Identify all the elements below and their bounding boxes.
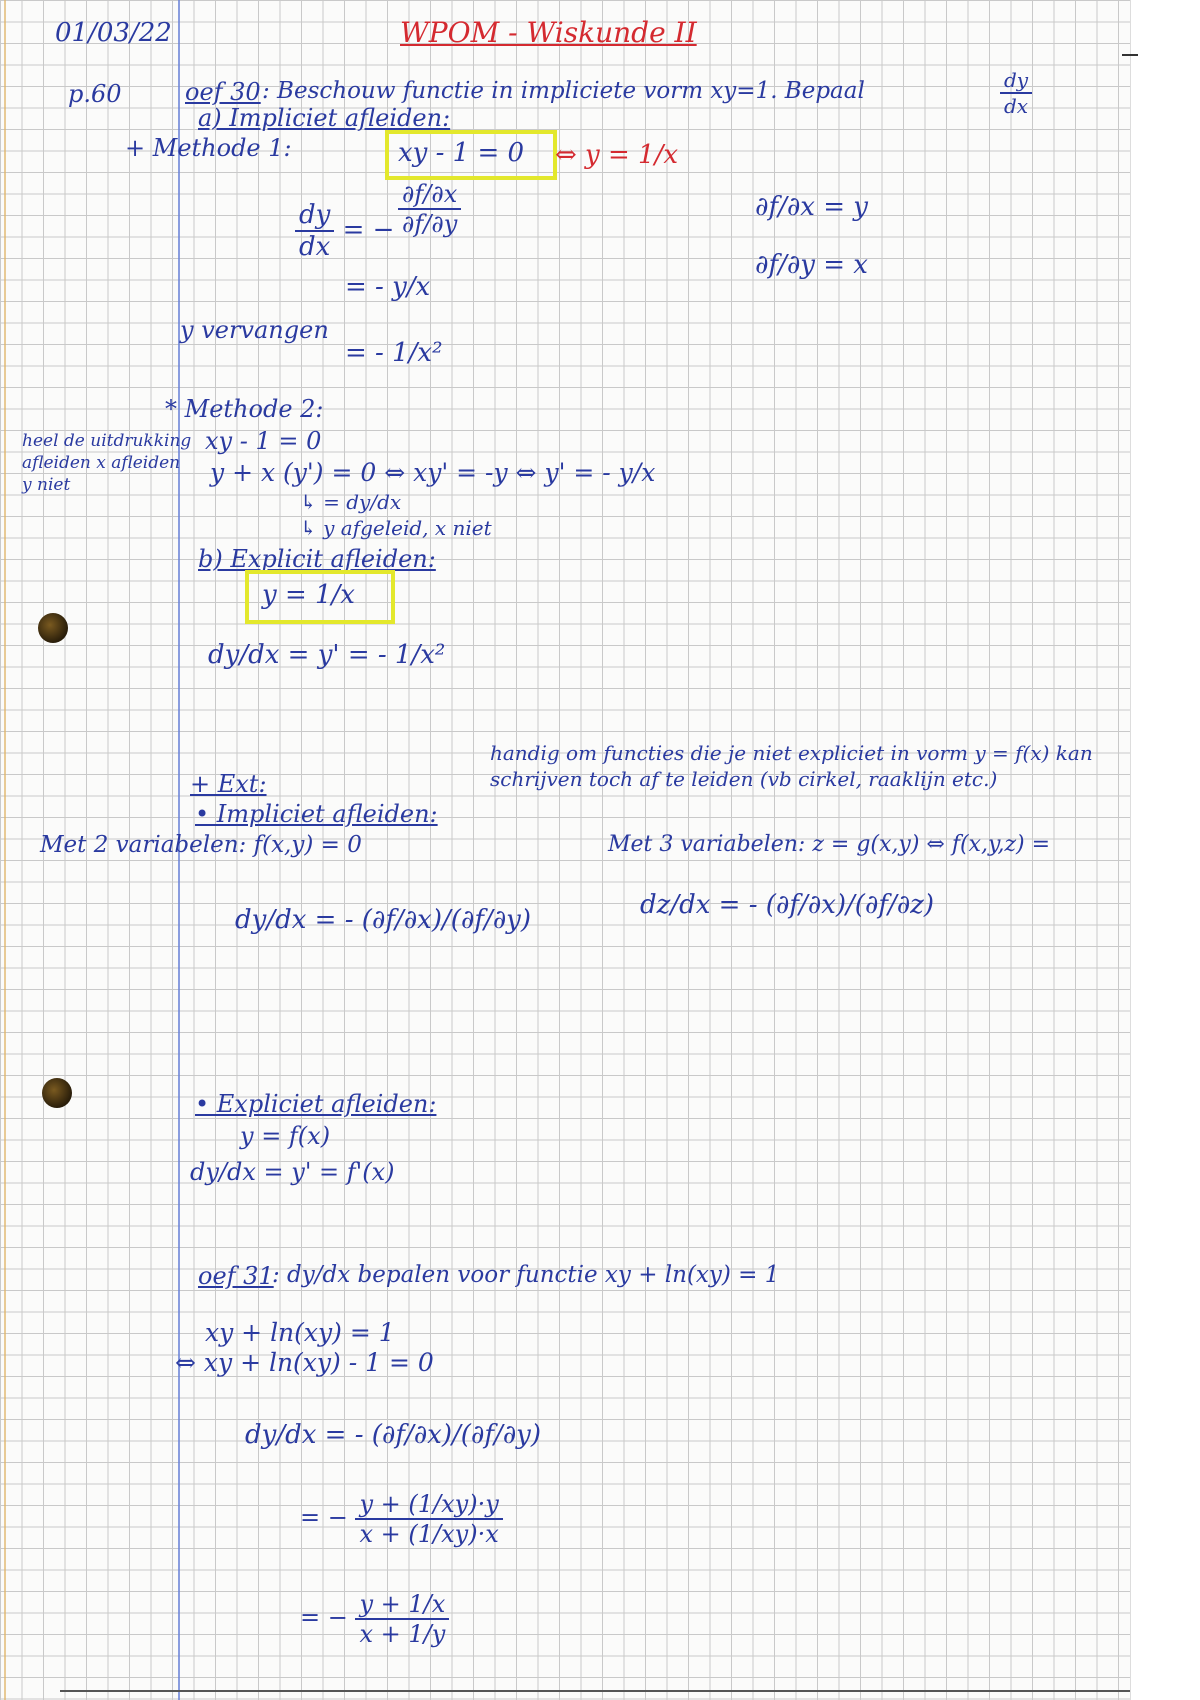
binder-hole	[38, 613, 68, 643]
partial-x-result: ∂f/∂x = y	[755, 192, 868, 222]
oef31-line2: ⇔ xy + ln(xy) - 1 = 0	[175, 1348, 434, 1377]
step-two: = - 1/x²	[345, 338, 443, 368]
implicit-equation: xy - 1 = 0	[398, 138, 525, 168]
three-variables-label: Met 3 variabelen: z = g(x,y) ⇔ f(x,y,z) =	[608, 832, 1051, 857]
explicit-heading: b) Explicit afleiden:	[198, 545, 436, 573]
ext-implicit-title: • Impliciet afleiden:	[195, 800, 438, 828]
ext-side-note: handig om functies die je niet expliciet in vorm y = f(x) kan schrijven toch af te leiden (vb cirkel, raaklijn etc.)	[490, 741, 1093, 791]
implicit-formula-three: dz/dx = - (∂f/∂x)/(∂f/∂z)	[640, 890, 935, 920]
method2-note-derivative: ↳ y afgeleid, x niet	[300, 516, 492, 540]
page-ref: p.60	[68, 80, 122, 108]
two-variables-label: Met 2 variabelen: f(x,y) = 0	[40, 832, 362, 858]
page-title: WPOM - Wiskunde II	[400, 16, 697, 49]
dydx-lhs: $\frac{dy}{dx}$ = −	[295, 200, 394, 262]
method2-equation: xy - 1 = 0	[205, 427, 322, 455]
page-edge-line	[4, 0, 6, 1700]
margin-dash	[1122, 54, 1138, 56]
explicit-function-general: y = f(x)	[240, 1122, 331, 1150]
oef31-line3: dy/dx = - (∂f/∂x)/(∂f/∂y)	[245, 1420, 541, 1450]
problem-statement: : Beschouw functie in impliciete vorm xy=1. Bepaal	[262, 78, 865, 104]
explicit-result: dy/dx = y' = - 1/x²	[208, 640, 446, 670]
oef31-line4: = − $\frac{y + (1/xy)\cdot y}{x + (1/xy)\cdot x}$	[300, 1490, 503, 1548]
oef31-label: oef 31	[198, 1262, 274, 1290]
partial-fraction: $\frac{\partial f/\partial x}{\partial f/\partial y}$	[398, 180, 461, 238]
dydx-label: $\frac{dy}{dx}$	[1000, 68, 1032, 118]
ext-heading: + Ext:	[190, 770, 267, 798]
binder-hole	[42, 1078, 72, 1108]
method1-label: + Methode 1:	[125, 134, 292, 162]
explicit-derivative-general: dy/dx = y' = f'(x)	[190, 1158, 395, 1186]
solved-equation: ⇔ y = 1/x	[555, 140, 679, 170]
substitute-note: y vervangen	[180, 316, 329, 344]
method2-derivation: y + x (y') = 0 ⇔ xy' = -y ⇔ y' = - y/x	[210, 458, 656, 487]
oef31-line5: = − $\frac{y + 1/x}{x + 1/y}$	[300, 1590, 449, 1648]
oef31-line1: xy + ln(xy) = 1	[205, 1318, 395, 1347]
method2-note-dydx: ↳ = dy/dx	[300, 490, 402, 514]
implicit-formula-two: dy/dx = - (∂f/∂x)/(∂f/∂y)	[235, 905, 531, 935]
method2-label: * Methode 2:	[165, 395, 324, 423]
implicit-heading: a) Impliciet afleiden:	[198, 104, 451, 132]
partial-y-result: ∂f/∂y = x	[755, 250, 868, 280]
date: 01/03/22	[55, 18, 172, 48]
margin-note: heel de uitdrukking afleiden x afleiden y niet	[22, 431, 192, 495]
oef31-statement: : dy/dx bepalen voor functie xy + ln(xy) = 1	[272, 1262, 780, 1288]
oef-label: oef 30	[185, 78, 261, 106]
bottom-rule	[60, 1690, 1130, 1692]
ext-explicit-title: • Expliciet afleiden:	[195, 1090, 437, 1118]
step-one: = - y/x	[345, 272, 431, 302]
explicit-function: y = 1/x	[262, 580, 355, 610]
